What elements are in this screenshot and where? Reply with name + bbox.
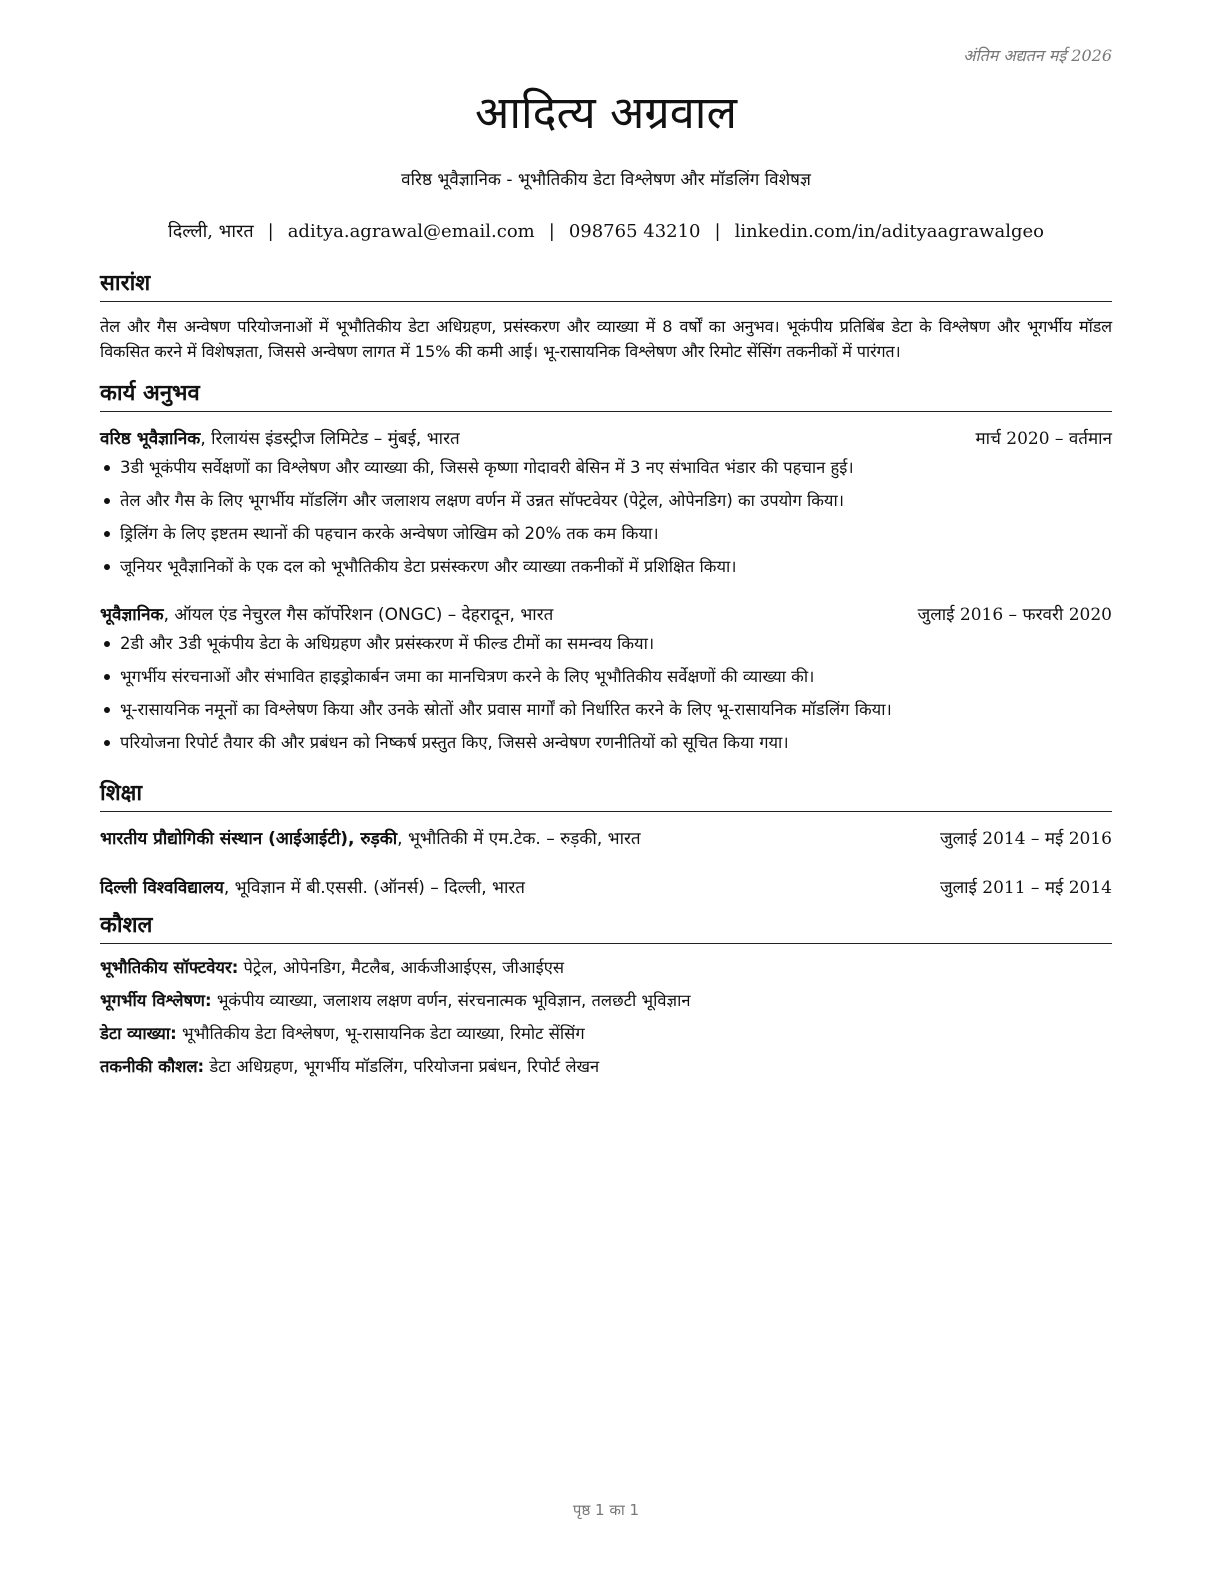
bullet-icon: [104, 641, 110, 647]
skill-label: भूगर्भीय विश्लेषण:: [100, 990, 212, 1010]
education-entry: [100, 826, 1112, 849]
skills-section: [100, 912, 1112, 1086]
job-date: जुलाई 2016 – फरवरी 2020: [917, 604, 1112, 625]
candidate-name: आदित्य अग्रवाल: [475, 86, 737, 139]
headline: वरिष्ठ भूवैज्ञानिक - भूभौतिकीय डेटा विश्लेषण और मॉडलिंग विशेषज्ञ: [401, 170, 811, 190]
job-header: [100, 602, 1112, 625]
skill-value: भूभौतिकीय डेटा विश्लेषण, भू-रासायनिक डेटा व्याख्या, रिमोट सेंसिंग: [176, 1023, 585, 1043]
bullet-text: तेल और गैस के लिए भूगर्भीय मॉडलिंग और जलाशय लक्षण वर्णन में उन्नत सॉफ्टवेयर (पेट्रेल, ओपेनडिग) का उपयोग किया।: [120, 490, 845, 510]
skill-value: डेटा अधिग्रहण, भूगर्भीय मॉडलिंग, परियोजना प्रबंधन, रिपोर्ट लेखन: [204, 1056, 600, 1076]
bullet-text: 3डी भूकंपीय सर्वेक्षणों का विश्लेषण और व्याख्या की, जिससे कृष्णा गोदावरी बेसिन में 3 नए संभावित भंडार की पहचान हुई।: [120, 457, 854, 477]
job-header: [100, 426, 1112, 449]
bullet-icon: [104, 465, 110, 471]
bullet-icon: [104, 707, 110, 713]
bullet-icon: [104, 674, 110, 680]
resume-page: [100, 0, 1112, 1584]
contact-separator: |: [714, 221, 721, 242]
summary-section: [100, 270, 1112, 364]
job-org: , रिलायंस इंडस्ट्रीज लिमिटेड – मुंबई, भारत: [200, 428, 460, 449]
skill-label: डेटा व्याख्या:: [100, 1023, 177, 1043]
education-detail: , भूभौतिकी में एम.टेक. – रुड़की, भारत: [397, 828, 641, 849]
list-item: [100, 488, 1112, 521]
list-item: [100, 631, 1112, 664]
education-institution: दिल्ली विश्वविद्यालय: [100, 877, 224, 898]
education-institution: भारतीय प्रौद्योगिकी संस्थान (आईआईटी), रुड़की: [100, 828, 398, 849]
list-item: [100, 730, 1112, 763]
education-date: जुलाई 2014 – मई 2016: [939, 828, 1112, 849]
contact-phone: 098765 43210: [568, 221, 701, 242]
education-title: शिक्षा: [100, 780, 1112, 812]
list-item: [100, 697, 1112, 730]
bullet-icon: [104, 740, 110, 746]
contact-separator: |: [548, 221, 555, 242]
last-updated: अंतिम अद्यतन मई 2026: [963, 46, 1112, 65]
bullet-icon: [104, 564, 110, 570]
page-number: पृष्ठ 1 का 1: [572, 1501, 640, 1519]
contact-line: [100, 219, 1112, 243]
bullet-text: जूनियर भूवैज्ञानिकों के एक दल को भूभौतिकीय डेटा प्रसंस्करण और व्याख्या तकनीकों में प्रशिक्षित किया।: [120, 556, 737, 576]
list-item: [100, 455, 1112, 488]
summary-text: तेल और गैस अन्वेषण परियोजनाओं में भूभौतिकीय डेटा अधिग्रहण, प्रसंस्करण और व्याख्या में 8 वर्षों का अनुभव। भूकंपीय प्रतिबिंब डेटा के विश्लेषण और भूगर्भीय मॉडल विकसित करने में विशेषज्ञता, जिससे अन्वेषण लागत में 15% की कमी आई। भू-रासायनिक विश्लेषण और रिमोट सेंसिंग तकनीकों में पारंगत।: [100, 316, 1112, 361]
bullet-text: 2डी और 3डी भूकंपीय डेटा के अधिग्रहण और प्रसंस्करण में फील्ड टीमों का समन्वय किया।: [120, 633, 655, 653]
skill-row: [100, 987, 1112, 1020]
bullet-text: भू-रासायनिक नमूनों का विश्लेषण किया और उनके स्रोतों और प्रवास मार्गों को निर्धारित करने के लिए भू-रासायनिक मॉडलिंग किया।: [120, 699, 892, 719]
job-title-line: [100, 426, 460, 449]
experience-title: कार्य अनुभव: [100, 380, 1112, 412]
bullet-text: भूगर्भीय संरचनाओं और संभावित हाइड्रोकार्बन जमा का मानचित्रण करने के लिए भूभौतिकीय सर्वेक्षणों की व्याख्या की।: [120, 666, 815, 686]
job-bullets: [100, 455, 1112, 587]
skill-row: [100, 1020, 1112, 1053]
skill-row: [100, 954, 1112, 987]
contact-location: दिल्ली, भारत: [168, 221, 254, 242]
bullet-icon: [104, 498, 110, 504]
skill-label: तकनीकी कौशल:: [100, 1056, 205, 1076]
job-org: , ऑयल एंड नेचुरल गैस कॉर्पोरेशन (ONGC) – देहरादून, भारत: [163, 604, 554, 625]
experience-section: [100, 380, 1112, 763]
education-section: [100, 780, 1112, 898]
list-item: [100, 664, 1112, 697]
education-date: जुलाई 2011 – मई 2014: [939, 877, 1112, 898]
education-entry: [100, 875, 1112, 898]
skill-row: [100, 1053, 1112, 1086]
education-line: [100, 875, 525, 898]
job-date: मार्च 2020 – वर्तमान: [975, 428, 1112, 449]
bullet-text: ड्रिलिंग के लिए इष्टतम स्थानों की पहचान करके अन्वेषण जोखिम को 20% तक कम किया।: [120, 523, 659, 543]
contact-separator: |: [267, 221, 274, 242]
job-entry: [100, 602, 1112, 763]
bullet-icon: [104, 531, 110, 537]
skills-title: कौशल: [100, 912, 1112, 944]
skill-value: भूकंपीय व्याख्या, जलाशय लक्षण वर्णन, संरचनात्मक भूविज्ञान, तलछटी भूविज्ञान: [211, 990, 691, 1010]
bullet-text: परियोजना रिपोर्ट तैयार की और प्रबंधन को निष्कर्ष प्रस्तुत किए, जिससे अन्वेषण रणनीतियों को सूचित किया गया।: [120, 732, 789, 752]
job-bullets: [100, 631, 1112, 763]
summary-title: सारांश: [100, 270, 1112, 302]
skills-list: [100, 954, 1112, 1086]
contact-linkedin[interactable]: linkedin.com/in/adityaagrawalgeo: [734, 221, 1044, 242]
education-line: [100, 826, 641, 849]
job-role: भूवैज्ञानिक: [100, 604, 164, 625]
job-entry: [100, 426, 1112, 587]
list-item: [100, 554, 1112, 587]
education-detail: , भूविज्ञान में बी.एससी. (ऑनर्स) – दिल्ली, भारत: [223, 877, 525, 898]
contact-email[interactable]: aditya.agrawal@email.com: [287, 221, 535, 242]
job-role: वरिष्ठ भूवैज्ञानिक: [100, 428, 201, 449]
list-item: [100, 521, 1112, 554]
job-title-line: [100, 602, 553, 625]
skill-label: भूभौतिकीय सॉफ्टवेयर:: [100, 957, 239, 977]
skill-value: पेट्रेल, ओपेनडिग, मैटलैब, आर्कजीआईएस, जीआईएस: [238, 957, 565, 977]
